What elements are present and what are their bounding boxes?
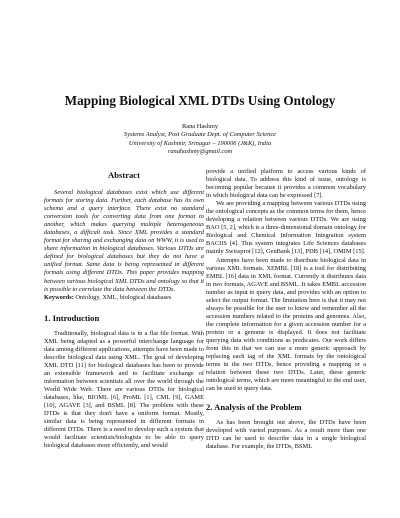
- keywords-label: Keywords:: [44, 293, 74, 301]
- right-paragraph-3: Attempts have been made to distribute biological data in various XML formats. XEMBL [18] is a tool for distributing EMBL [16] data in XML format. Currently it distributes data in two formats, AGAVE and BSML. It takes EMBL accession number as input to query data, and provides with an option to select the output format. The limitation here is that it may not always be possible for the user to know and remember all the accession numbers related to the proteins and genomes. Also, the complete information for a given accession number for a protein or a genome is displayed. It does not facilitate querying data with conditions as predicates. Our work differs from this in that we can use a more generic approach by replacing each tag of the XML formats by the ontological terms in the two DTDs, hence providing a mapping or a relation between these two DTDs. Later, these generic ontological terms, which are more meaningful to the end user, can be used to query data.: [206, 256, 366, 393]
- abstract-body: [44, 189, 204, 294]
- right-paragraph-2: We are providing a mapping between various DTDs using the ontological concepts as the common terms for them, hence developing a relation between various DTDs. We are using BAO [5, 2], which is a three-dimensional domain ontology for Biological and Chemical Information Integration system BACIIS [4]. This system integrates Life Sciences databases mainly Swissprot [12], GenBank [13], PDB [14], OMIM [15].: [206, 200, 366, 256]
- author-name: Rana Hashmy: [181, 123, 219, 130]
- author-block: [60, 123, 340, 157]
- section-2-paragraph: As has been brought out above, the DTDs have been developed with varied purposes. As a result more than one DTD can be used to describe data in a single biological database. For example, the DTDs, BSML: [206, 419, 366, 451]
- section-1-heading: 1. Introduction: [44, 312, 100, 323]
- author-affiliation-1: Systems Analyst, Post Graduate Dept. of Computer Science: [124, 131, 276, 139]
- section-1-paragraph: Traditionally, biological data is in a flat file format. With XML being adapted as a powerful interchange language for data among different applications, attempts have been made to describe biological data using XML. The goal of developing XML DTD [11] for biological databases has been to provide an extensible framework and to facilitate exchange of information between scientists all over the world through the World Wide Web. There are various DTDs for biological databases, like, BIOML [6], ProML [1], CML [9], GAME [10], AGAVE [3], and BSML [8]. The problem with these DTDs is that they don't have a uniform format. Mostly, similar data is being represented in different formats in different DTDs. There is a need to develop such a system that would facilitate scientists/biologists to be able to query biological databases more efficiently, and would: [44, 329, 204, 450]
- abstract-heading: Abstract: [108, 170, 140, 180]
- author-email: ranahashmy@gmail.com: [167, 148, 233, 156]
- right-paragraph-1: provide a unified platform to access various kinds of biological data. To address this kind of issue, ontology is becoming popular because it provides a common vocabulary in which biological data can be expressed [7].: [206, 168, 366, 200]
- keywords: [44, 294, 204, 302]
- author-affiliation-2: University of Kashmir, Srinagar – 190006 (J&K), India: [128, 139, 272, 147]
- right-column: [206, 168, 366, 452]
- left-column: [44, 168, 204, 450]
- keywords-text: Ontology, XML, biological databases: [73, 293, 172, 301]
- abstract-text: Several biological databases exist which use different formats for storing data. Further, each database has its own schema and a query interface. There exist no standard conversion tools for converting data from one format to another, which makes querying multiple heterogeneous databases, a difficult task. Since XML provides a standard format for sharing and exchanging data on WWW, it is used to share information in biological databases. Various DTDs are defined for biological databases but they do not have a unified format. Same data is being represented in different formats using different DTDs. This paper provides mapping between various biological XML DTDs and ontology so that it is possible to correlate the data between the DTDs.: [44, 189, 204, 293]
- paper-title: Mapping Biological XML DTDs Using Ontology: [64, 93, 336, 108]
- section-2-heading: 2. Analysis of the Problem: [206, 402, 302, 413]
